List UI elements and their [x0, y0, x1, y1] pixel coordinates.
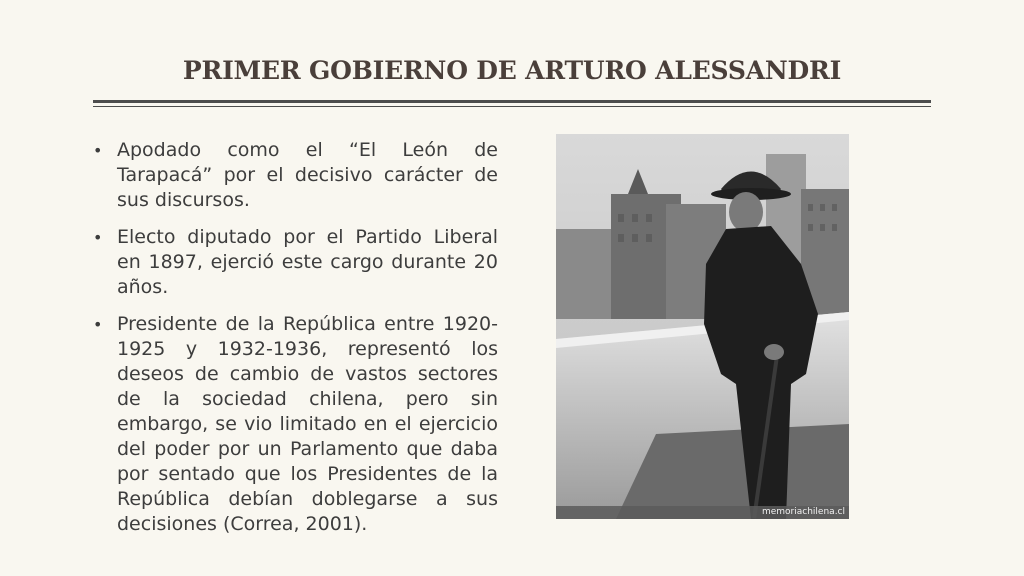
bullet-text: Electo diputado por el Partido Liberal en 1897, ejerció este cargo durante 20 años.: [117, 226, 498, 298]
portrait-photo: [556, 134, 849, 519]
title-divider-thin: [93, 106, 931, 107]
title-divider-thick: [93, 100, 931, 103]
bullet-item-president: [93, 312, 498, 537]
bullet-dot-icon: •: [93, 315, 103, 334]
portrait-illustration: [556, 134, 849, 519]
slide-title: PRIMER GOBIERNO DE ARTURO ALESSANDRI: [182, 56, 842, 85]
bullet-dot-icon: •: [93, 228, 103, 247]
bullet-item-deputy: [93, 225, 498, 300]
bullet-item-nickname: [93, 138, 498, 213]
bullet-list: [93, 138, 498, 549]
photo-credit: memoriachilena.cl: [761, 507, 845, 517]
bullet-text: Apodado como el “El León de Tarapacá” por el decisivo carácter de sus discursos.: [117, 139, 498, 211]
bullet-text: Presidente de la República entre 1920-1925 y 1932-1936, representó los deseos de cambio de vastos sectores de la sociedad chilena, pero sin embargo, se vio limitado en el ejercicio del poder por un Parlamento que daba por sentado que los Presidentes de la República debían doblegarse a sus decisiones (Correa, 2001).: [117, 313, 498, 535]
bullet-dot-icon: •: [93, 141, 103, 160]
